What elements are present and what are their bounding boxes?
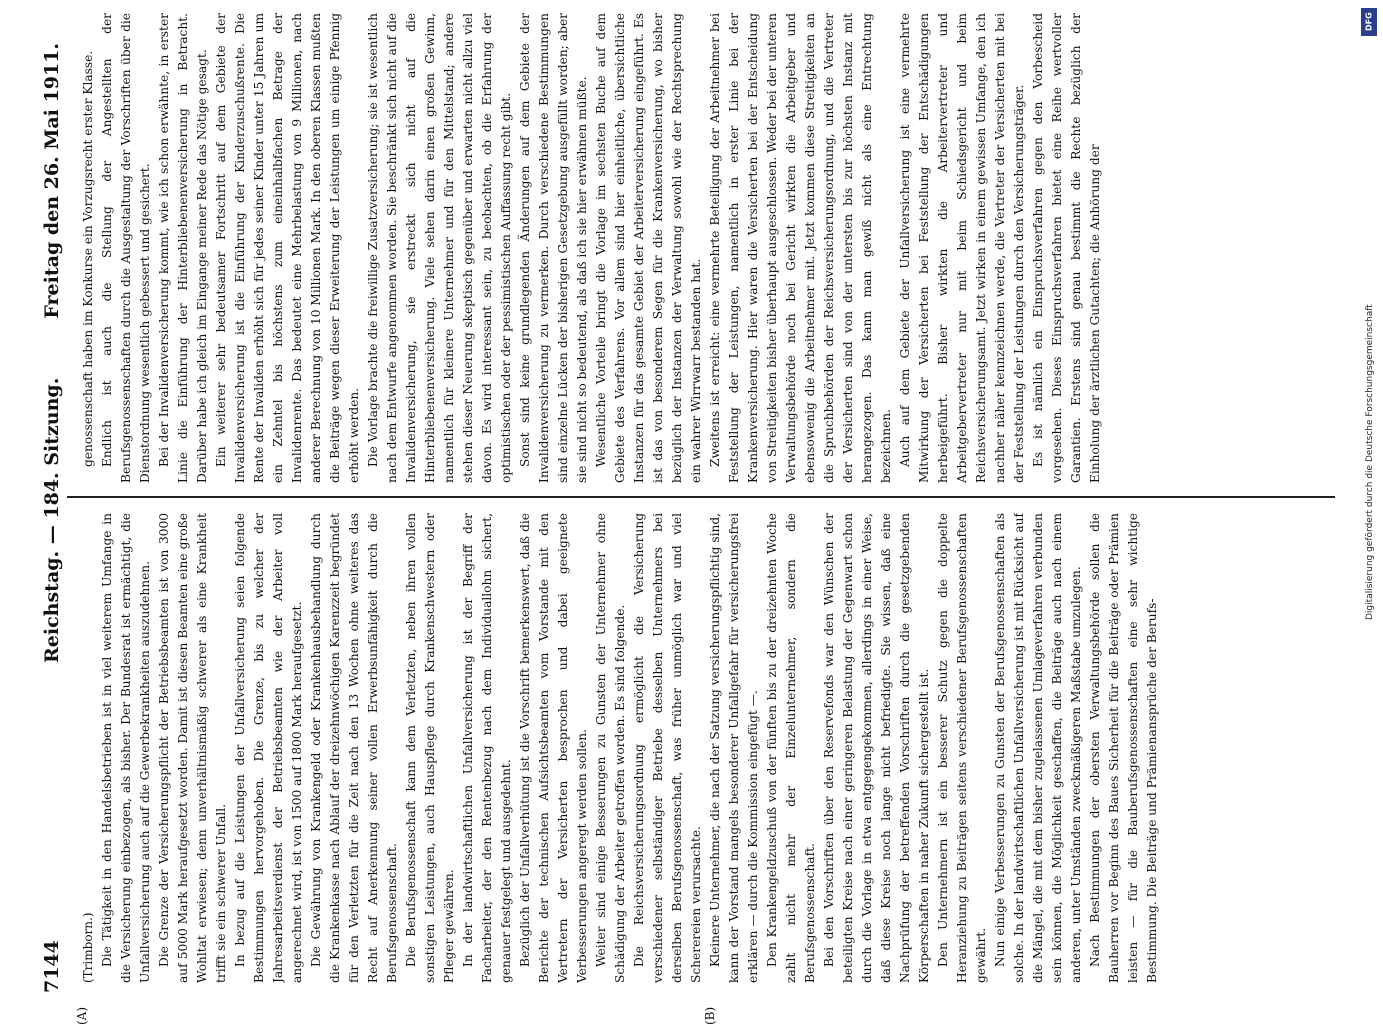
paragraph: Die Grenze der Versicherungspflicht der Betriebsbeamten ist von 3000 auf 5000 Mark heraufgesetzt worden. Damit ist diesen Beamten eine große Wohltat erwiesen; denn unverhältnismäßig schwerer als eine Krankheit trifft sie ein schwerer Unfall.	[157, 513, 228, 983]
paragraph: Wesentliche Vorteile bringt die Vorlage im sechsten Buche auf dem Gebiete des Verfahrens. Vor allem sind hier einheitliche, übersichtliche Instanzen für das gesamte Gebiet der Arbeiterversicherung eingeführt. Es ist das von besonderem Segen für die Krankenversicherung, wo bisher bezüglich der Instanzen der Verwaltung sowohl wie der Rechtsprechung ein wahrer Wirrwarr bestanden hat.	[594, 13, 703, 483]
paragraph: Zweitens ist erreicht: eine vermehrte Beteiligung der Arbeitnehmer bei Feststellung der Leistungen, namentlich in erster Linie bei der Krankenversicherung. Hier waren die Versicherten bei der Entscheidung von Streitigkeiten bisher überhaupt ausgeschlossen. Weder bei der unteren Verwaltungsbehörde noch bei Gericht wirkten die Arbeitgeber und ebensowenig die Arbeitnehmer mit. Jetzt kommen diese Streitigkeiten an die Spruchbehörden der Reichsversicherungsordnung, und die Vertreter der Versicherten sind von der untersten bis zur höchsten Instanz mit herangezogen. Das kann man gewiß nicht als eine Entrechtung bezeichnen.	[708, 13, 893, 483]
paragraph: Bei der Invalidenversicherung kommt, wie ich schon erwähnte, in erster Linie die Einführung der Hinterbliebenenversicherung in Betracht. Darüber habe ich gleich im Eingange meiner Rede das Nötige gesagt.	[157, 13, 209, 483]
digitization-credit	[1359, 0, 1381, 1000]
credit-text: Digitalisierung gefördert durch die Deutsche Forschungsgemeinschaft	[1365, 304, 1375, 620]
paragraph: Auch auf dem Gebiete der Unfallversicherung ist eine vermehrte Mitwirkung der Versicherten bei Feststellung der Entschädigungen herbeigeführt. Bisher wirkten die Arbeitervertreter und Arbeitgebervertreter nur mit beim Schiedsgericht und beim Reichsversicherungsamt. Jetzt wirken in einem gewissen Umfange, den ich nachher näher kennzeichnen werde, die Vertreter der Versicherten mit bei der Feststellung der Leistungen durch den Versicherungsträger.	[898, 13, 1026, 483]
paragraph: Es ist nämlich ein Einspruchsverfahren gegen den Vorbescheid vorgesehen. Dieses Einspruchsverfahren bietet eine Reihe wertvoller Garantien. Erstens sind genau bestimmt die Rechte bezüglich der Einholung der ärztlichen Gutachten; die Anhörung der	[1031, 13, 1102, 483]
speaker-name: (Trimborn.)	[81, 912, 95, 983]
column-divider	[67, 496, 1335, 498]
paragraph: Ein weiterer sehr bedeutsamer Fortschritt auf dem Gebiete der Invalidenversicherung ist die Einführung der Kinderzuschußrente. Die Rente der Invaliden erhöht sich für jedes seiner Kinder unter 15 Jahren um ein Zehntel bis höchstens zum eineinhalbfachen Betrage der Invalidenrente. Das bedeutet eine Mehrbelastung von 9 Millionen, nach anderer Berechnung von 10 Millionen Mark. In den oberen Klassen mußten die Beiträge wegen dieser Erweiterung der Leistungen um einige Pfennig erhöht werden.	[214, 13, 361, 483]
session-title: Reichstag. — 184. Sitzung.	[41, 377, 63, 663]
paragraph: Den Unternehmern ist ein besserer Schutz gegen die doppelte Heranziehung zu Beiträgen seitens verschiedener Berufsgenossenschaften gewährt.	[936, 513, 988, 983]
paragraph: Die Gewährung von Krankengeld oder Krankenhausbehandlung durch die Krankenkasse nach Ablauf der dreizehnwöchigen Karenzzeit begründet für den Verletzten für die Zeit nach den 13 Wochen ohne weiteres das Recht auf Anerkennung seiner vollen Erwerbsunfähigkeit durch die Berufsgenossenschaft.	[309, 513, 399, 983]
dfg-logo: DFG	[1361, 8, 1377, 36]
paragraph: Weiter sind einige Besserungen zu Gunsten der Unternehmer ohne Schädigung der Arbeiter getroffen worden. Es sind folgende.	[594, 513, 627, 983]
paragraph: In der landwirtschaftlichen Unfallversicherung ist der Begriff der Facharbeiter, der den Rentenbezug nach dem Individuallohn sichert, genauer festgelegt und ausgedehnt.	[461, 513, 513, 983]
paragraph: Die Tätigkeit in den Handelsbetrieben ist in viel weiterem Umfange in die Versicherung einbezogen, als bisher. Der Bundesrat ist ermächtigt, die Unfallversicherung auch auf die Gewerbekrankheiten auszudehnen.	[100, 513, 152, 983]
paragraph: Nun einige Verbesserungen zu Gunsten der Berufsgenossenschaften als solche. In der landwirtschaftlichen Unfallversicherung ist mit Rücksicht auf die Mängel, die mit dem bisher zugelassenen Umlageverfahren verbunden sein können, die Möglichkeit geschaffen, die Beiträge auch nach einem anderen, unter Umständen zweckmäßigeren Maßstabe umzulegen.	[993, 513, 1083, 983]
page-number: 7144	[41, 940, 63, 993]
margin-mark-b: (B)	[703, 1006, 717, 1025]
paragraph: genossenschaft haben im Konkurse ein Vorzugsrecht erster Klasse.	[81, 50, 95, 467]
paragraph: Die Reichsversicherungsordnung ermöglicht die Versicherung verschiedener selbständiger Betriebe desselben Unternehmers bei derselben Berufsgenossenschaft, was früher unmöglich war und viel Scherereien verursachte.	[632, 513, 703, 983]
paragraph: Kleinere Unternehmer, die nach der Satzung versicherungspflichtig sind, kann der Vorstand mangels besonderer Unfallgefahr für versicherungsfrei erklären — durch die Kommission eingefügt —.	[708, 513, 760, 983]
paragraph: Den Krankengeldzuschuß von der fünften bis zu der dreizehnten Woche zahlt nicht mehr der Einzelunternehmer, sondern die Berufsgenossenschaft.	[765, 513, 817, 983]
paragraph: Die Berufsgenossenschaft kann dem Verletzten, neben ihren vollen sonstigen Leistungen, auch Hauspflege durch Krankenschwestern oder Pfleger gewähren.	[404, 513, 456, 983]
paragraph: Bezüglich der Unfallverhütung ist die Vorschrift bemerkenswert, daß die Berichte der technischen Aufsichtsbeamten vom Vorstande mit den Vertretern der Versicherten besprochen und dabei geeignete Verbesserungen angeregt werden sollen.	[518, 513, 589, 983]
right-text-column	[79, 13, 1335, 483]
paragraph: Die Vorlage brachte die freiwillige Zusatzversicherung; sie ist wesentlich nach dem Entwurfe angenommen worden. Sie beschränkt sich nicht auf die Invalidenversicherung, sie erstreckt sich nicht auf die Hinterbliebenenversicherung. Viele sehen darin einen großen Gewinn, namentlich für kleinere Unternehmer und für den Mittelstand; andere stehen dieser Neuerung skeptisch gegenüber und erwarten nicht allzu viel davon. Es wird interessant sein, zu beobachten, ob die Erfahrung der optimistischen oder der pessimistischen Auffassung recht gibt.	[366, 13, 513, 483]
left-text-column	[79, 513, 1335, 983]
paragraph: Bei den Vorschriften über den Reservefonds war den Wünschen der beteiligten Kreise nach einer geringeren Belastung der Gegenwart schon durch die Vorlage in etwa entgegengekommen, allerdings in einer Weise, daß diese Kreise noch lange nicht befriedigte. Sie wissen, daß eine Nachprüfung der betreffenden Vorschriften durch die gesetzgebenden Körperschaften in naher Zukunft sichergestellt ist.	[822, 513, 931, 983]
paragraph: Nach Bestimmungen der obersten Verwaltungsbehörde sollen die Bauherren vor Beginn des Baues Sicherheit für die Beiträge oder Prämien leisten — für die Bauberufsgenossenschaften eine sehr wichtige Bestimmung. Die Beiträge und Prämienansprüche der Berufs-	[1088, 513, 1159, 983]
margin-mark-a: (A)	[75, 1006, 89, 1025]
session-date: Freitag den 26. Mai 1911.	[41, 43, 63, 319]
paragraph: Endlich ist auch die Stellung der Angestellten der Berufsgenossenschaften durch die Ausgestaltung der Vorschriften über die Dienstordnung wesentlich gebessert und gesichert.	[100, 13, 152, 483]
rotated-newspaper-page	[35, 3, 1335, 1025]
page-header	[35, 3, 75, 993]
paragraph: In bezug auf die Leistungen der Unfallversicherung seien folgende Bestimmungen hervorgehoben. Die Grenze, bis zu welcher der Jahresarbeitsverdienst der Betriebsbeamten wie der Arbeiter voll angerechnet wird, ist von 1500 auf 1800 Mark heraufgesetzt.	[233, 513, 304, 983]
paragraph: Sonst sind keine grundlegenden Änderungen auf dem Gebiete der Invalidenversicherung zu vermerken. Durch verschiedene Bestimmungen sind einzelne Lücken der bisherigen Gesetzgebung ausgefüllt worden; aber sie sind nicht so bedeutend, als daß ich sie hier erwähnen müßte.	[518, 13, 589, 483]
